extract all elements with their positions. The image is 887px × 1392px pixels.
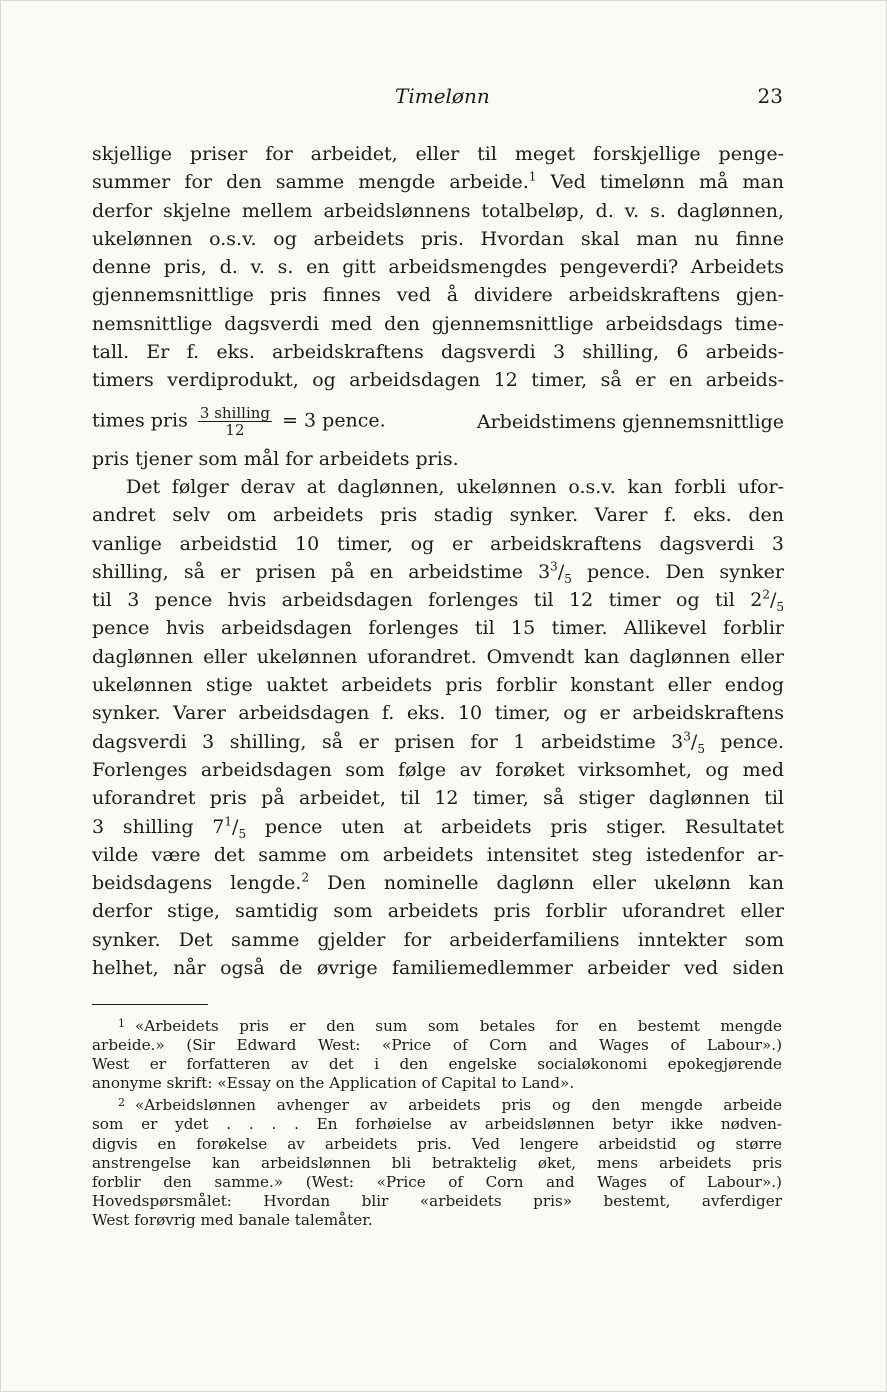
text-segment: «Arbeidslønnen avhenger av arbeidets pris og den mengde arbeide (135, 1096, 782, 1115)
fraction-sub: 5 (776, 599, 784, 614)
fraction-sub: 5 (238, 826, 247, 841)
text-line: synker. Det samme gjelder for arbeiderfamiliens inntekter som (92, 928, 784, 951)
fraction-sub: 5 (564, 571, 572, 586)
footnote-ref-2: 2 (301, 870, 310, 885)
fraction-denominator: 12 (225, 421, 245, 440)
fraction-numerator: 3 shilling (199, 404, 271, 423)
text-segment: Ved timelønn må man (536, 171, 784, 194)
text-line: Det følger derav at daglønnen, ukelønnen o.s.v. kan forbli ufor- (126, 475, 784, 498)
formula-equals: = 3 pence. (282, 409, 386, 432)
formula-prefix: times pris (92, 409, 188, 432)
footnote-mark-1: 1 (118, 1017, 125, 1030)
footnote-line: West er forfatteren av det i den engelske socialøkonomi epokegjørende (92, 1055, 782, 1074)
text-segment: pence uten at arbeidets pris stiger. Resultatet (246, 815, 784, 838)
text-segment: dagsverdi 3 shilling, så er prisen for 1 arbeidstime 3 (92, 730, 684, 753)
text-segment: shilling, så er prisen på en arbeidstime 3 (92, 560, 551, 583)
text-line: til 3 pence hvis arbeidsdagen forlenges til 12 timer og til $2^2/_5$ (92, 587, 784, 614)
text-line: synker. Varer arbeidsdagen f. eks. 10 timer, og er arbeidskraftens (92, 702, 784, 725)
text-segment: beidsdagens lengde. (92, 872, 302, 895)
text-segment: Den synker (665, 560, 784, 583)
footnotes (92, 1014, 782, 1230)
text-line: ukelønnen o.s.v. og arbeidets pris. Hvordan skal man nu finne (92, 227, 784, 250)
text-line: nemsnittlige dagsverdi med den gjennemsnittlige arbeidsdags time- (92, 312, 784, 335)
page-number: 23 (757, 84, 783, 108)
text-line: dagsverdi 3 shilling, så er prisen for 1 arbeidstime $3^3/_5$ pence. (92, 729, 784, 756)
fraction (198, 405, 272, 438)
footnote-line: som er ydet . . . . En forhøielse av arbeidslønnen betyr ikke nødven- (92, 1115, 782, 1134)
text-segment: pence. (571, 560, 651, 583)
formula-suffix: Arbeidstimens gjennemsnittlige (476, 410, 784, 433)
text-segment: pence. (704, 730, 784, 753)
footnote-line: arbeide.» (Sir Edward West: «Price of Corn and Wages of Labour».) (92, 1036, 782, 1055)
fraction-sup: 2 (762, 587, 770, 602)
page-header (0, 84, 887, 110)
body-text (92, 140, 784, 982)
text-line: skjellige priser for arbeidet, eller til meget forskjellige penge- (92, 143, 784, 165)
text-line: daglønnen eller ukelønnen uforandret. Omvendt kan daglønnen eller (92, 645, 784, 668)
text-line: shilling, så er prisen på en arbeidstime $3^3/_5$ pence. Den synker (92, 559, 784, 586)
footnote-line (92, 1093, 782, 1115)
footnote-line (92, 1014, 782, 1036)
footnote-line: forblir den samme.» (West: «Price of Corn and Wages of Labour».) (92, 1172, 782, 1191)
fraction-sub: 5 (697, 741, 705, 756)
footnote-line: digvis en forøkelse av arbeidets pris. Ved lengere arbeidstid og større (92, 1134, 782, 1153)
text-line: tall. Er f. eks. arbeidskraftens dagsverdi 3 shilling, 6 arbeids- (92, 341, 784, 364)
text-segment: summer for den samme mengde arbeide. (92, 171, 529, 194)
text-segment: Den nominelle daglønn eller ukelønn kan (309, 872, 784, 895)
formula-line (92, 399, 784, 445)
text-line: ukelønnen stige uaktet arbeidets pris forblir konstant eller endog (92, 674, 784, 697)
text-segment: 3 shilling 7 (92, 815, 225, 838)
text-line: vilde være det samme om arbeidets intensitet steg istedenfor ar- (92, 843, 784, 866)
footnote-mark-2: 2 (118, 1096, 125, 1110)
formula-left (92, 405, 386, 438)
text-segment: «Arbeidets pris er den sum som betales for en bestemt mengde (135, 1017, 782, 1035)
text-line: derfor skjelne mellem arbeidslønnens totalbeløp, d. v. s. daglønnen, (92, 199, 784, 222)
running-title: Timelønn (395, 84, 490, 108)
footnote-ref-1: 1 (528, 169, 537, 184)
text-line: derfor stige, samtidig som arbeidets pris forblir uforandret eller (92, 900, 784, 923)
footnote-line: Hovedspørsmålet: Hvordan blir «arbeidets pris» bestemt, avferdiger (92, 1191, 782, 1210)
text-line: helhet, når også de øvrige familiemedlemmer arbeider ved siden (92, 957, 784, 980)
fraction-sup: 3 (550, 559, 558, 574)
footnote-divider (92, 1004, 208, 1005)
text-segment: til 3 pence hvis arbeidsdagen forlenges til 12 timer og til 2 (92, 589, 763, 612)
text-line: Forlenges arbeidsdagen som følge av forøket virksomhet, og med (92, 758, 784, 781)
fraction-sup: 3 (683, 729, 691, 744)
footnote-line: anstrengelse kan arbeidslønnen bli betraktelig øket, mens arbeidets pris (92, 1153, 782, 1172)
text-line: andret selv om arbeidets pris stadig synker. Varer f. eks. den (92, 504, 784, 527)
footnote-line: anonyme skrift: «Essay on the Application of Capital to Land». (92, 1074, 575, 1093)
text-line: pris tjener som mål for arbeidets pris. (92, 447, 459, 470)
text-line: denne pris, d. v. s. en gitt arbeidsmengdes pengeverdi? Arbeidets (92, 256, 784, 279)
text-line: vanlige arbeidstid 10 timer, og er arbeidskraftens dagsverdi 3 (92, 532, 784, 555)
text-line: uforandret pris på arbeidet, til 12 timer, så stiger daglønnen til (92, 787, 784, 810)
text-line: timers verdiprodukt, og arbeidsdagen 12 timer, så er en arbeids- (92, 369, 784, 392)
fraction-sup: 1 (224, 814, 233, 829)
text-line (92, 168, 784, 196)
footnote-line: West forøvrig med banale talemåter. (92, 1210, 373, 1229)
text-line: pence hvis arbeidsdagen forlenges til 15 timer. Allikevel forblir (92, 617, 784, 640)
text-line (92, 869, 784, 897)
text-line: gjennemsnittlige pris finnes ved å dividere arbeidskraftens gjen- (92, 284, 784, 307)
text-line: 3 shilling $7^1/_5$ pence uten at arbeidets pris stiger. Resultatet (92, 814, 784, 841)
